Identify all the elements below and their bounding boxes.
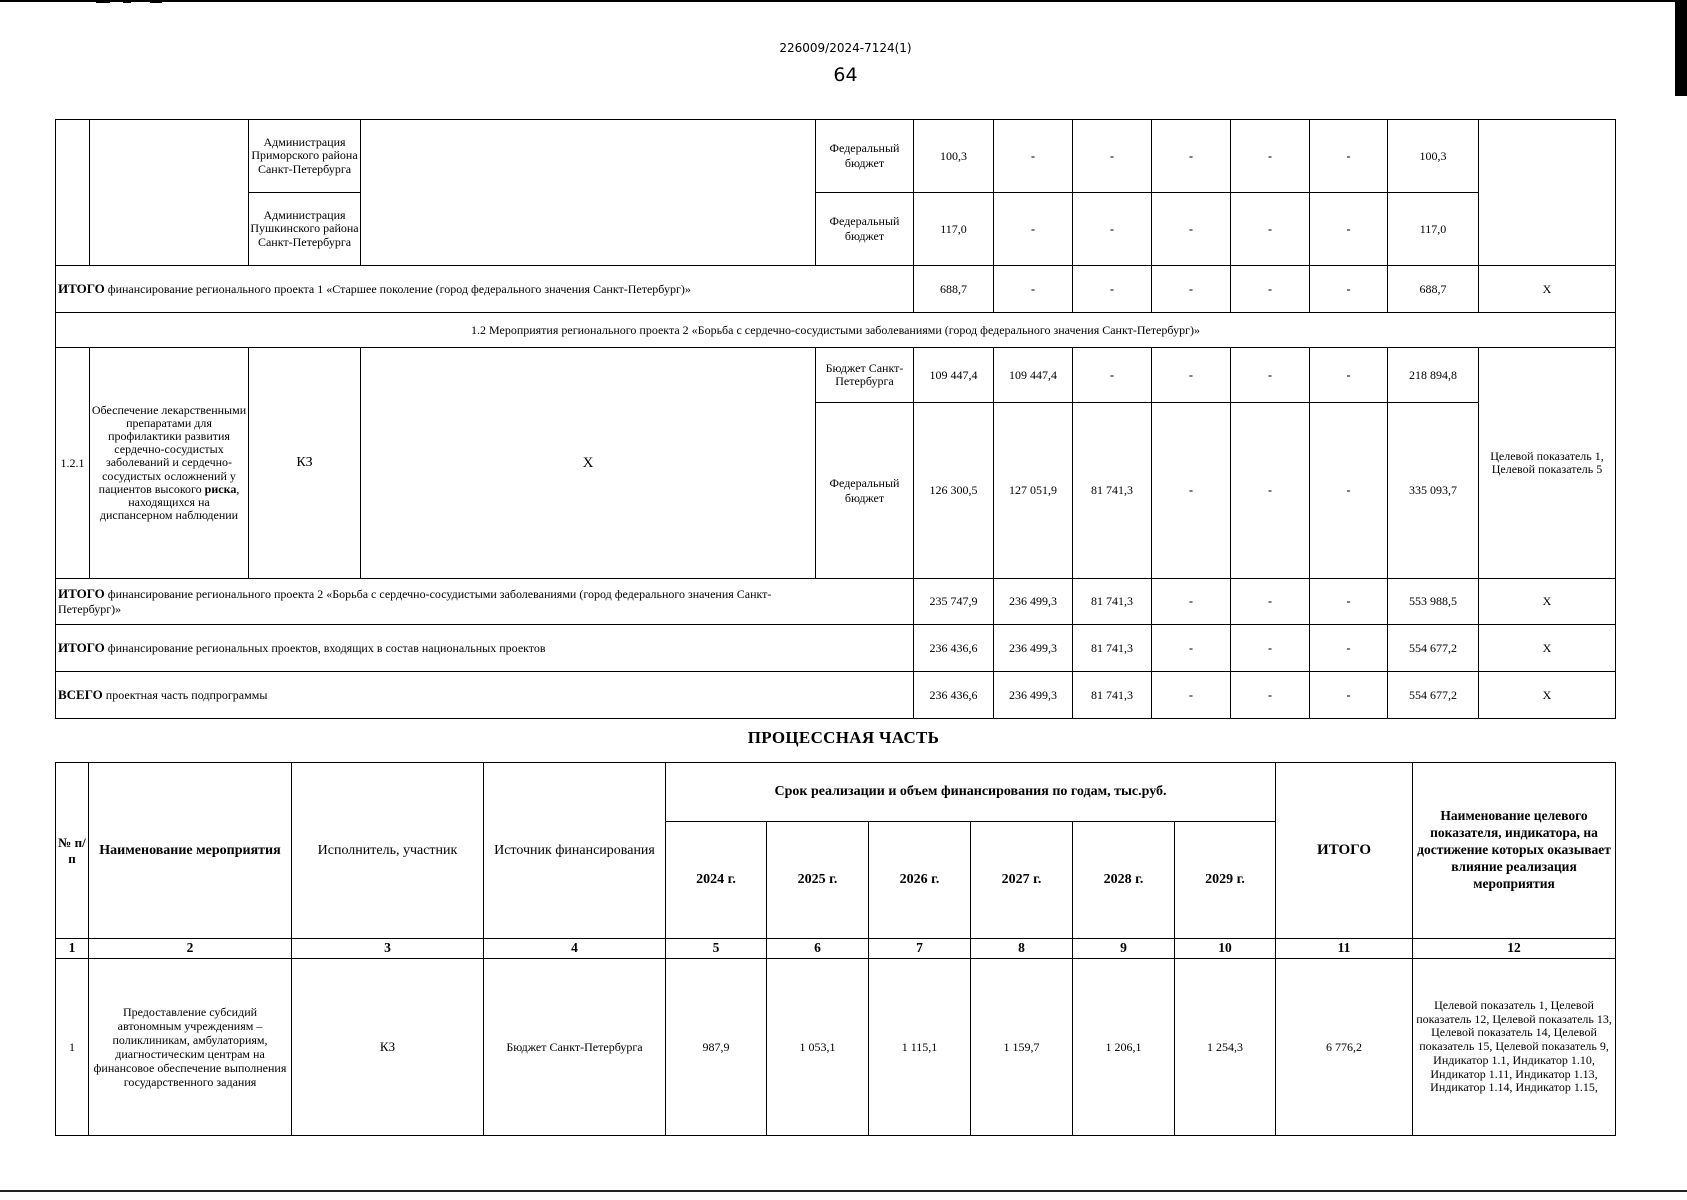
bottom-border-line bbox=[0, 1190, 1687, 1192]
empty-cell bbox=[1479, 120, 1616, 266]
value-total: 688,7 bbox=[1388, 266, 1479, 313]
value-2026: - bbox=[1073, 120, 1152, 193]
executor-admin-pushkinsky: Администрация Пушкинского района Санкт-Петербурга bbox=[250, 207, 359, 249]
process-funding-table bbox=[55, 762, 1616, 1136]
column-number: 10 bbox=[1175, 939, 1276, 959]
value-2028: - bbox=[1231, 403, 1310, 579]
document-number: 226009/2024-7124(1) bbox=[779, 41, 912, 55]
total-row-project-1 bbox=[56, 266, 1616, 313]
value-2025: - bbox=[994, 266, 1073, 313]
value-2026: - bbox=[1073, 193, 1152, 266]
value-2025: 236 499,3 bbox=[994, 579, 1073, 625]
total-label: ИТОГО финансирование региональных проектов, входящих в состав национальных проектов bbox=[56, 625, 914, 672]
column-header-2028: 2028 г. bbox=[1073, 822, 1175, 939]
empty-cell bbox=[90, 120, 249, 266]
column-header-2025: 2025 г. bbox=[767, 822, 869, 939]
source-cell: Федеральный бюджет bbox=[816, 120, 914, 193]
row-number: 1.2.1 bbox=[56, 348, 90, 579]
value-2025: 109 447,4 bbox=[994, 348, 1073, 403]
value-total: 6 776,2 bbox=[1276, 959, 1413, 1136]
column-header-name: Наименование мероприятия bbox=[89, 763, 292, 939]
value-2029: - bbox=[1310, 120, 1388, 193]
value-2024: 109 447,4 bbox=[914, 348, 994, 403]
executor-admin-primorsky: Администрация Приморского района Санкт-Петербурга bbox=[251, 134, 358, 176]
indicator-cell: Целевой показатель 1, Целевой показатель 12, Целевой показатель 13, Целевой показатель 14, Целевой показатель 15, Целевой показатель 9, Индикатор 1.1, Индикатор 1.10, Индикатор 1.11, Индикатор 1.13, Индикатор 1.14, Индикатор 1.15, bbox=[1413, 959, 1616, 1136]
value-2028: - bbox=[1231, 266, 1310, 313]
empty-cell bbox=[56, 120, 90, 266]
top-mark bbox=[96, 0, 110, 3]
value-total: 554 677,2 bbox=[1388, 672, 1479, 719]
column-number-row bbox=[56, 939, 1616, 959]
value-2027: 1 159,7 bbox=[971, 959, 1073, 1136]
indicator-x: X bbox=[1479, 672, 1616, 719]
column-number: 12 bbox=[1413, 939, 1616, 959]
value-2028: - bbox=[1231, 625, 1310, 672]
total-label: ИТОГО финансирование регионального проекта 1 «Старшее поколение (город федерального значения Санкт-Петербург)» bbox=[56, 266, 914, 313]
column-header-2027: 2027 г. bbox=[971, 822, 1073, 939]
column-number: 11 bbox=[1276, 939, 1413, 959]
executor-cell: КЗ bbox=[292, 959, 484, 1136]
indicator-x: X bbox=[1479, 579, 1616, 625]
value-2026: 1 115,1 bbox=[869, 959, 971, 1136]
value-2025: - bbox=[994, 193, 1073, 266]
value-2028: - bbox=[1231, 672, 1310, 719]
value-2024: 236 436,6 bbox=[914, 625, 994, 672]
page-number: 64 bbox=[833, 64, 858, 86]
value-total: 553 988,5 bbox=[1388, 579, 1479, 625]
column-number: 2 bbox=[89, 939, 292, 959]
source-cell: Бюджет Санкт-Петербурга bbox=[484, 959, 666, 1136]
value-2027: - bbox=[1152, 672, 1231, 719]
value-2025: 236 499,3 bbox=[994, 672, 1073, 719]
value-2029: - bbox=[1310, 266, 1388, 313]
total-label: ВСЕГО проектная часть подпрограммы bbox=[56, 672, 914, 719]
value-2029: - bbox=[1310, 625, 1388, 672]
value-2027: - bbox=[1152, 579, 1231, 625]
value-2025: 1 053,1 bbox=[767, 959, 869, 1136]
column-number: 4 bbox=[484, 939, 666, 959]
column-number: 8 bbox=[971, 939, 1073, 959]
value-2027: - bbox=[1152, 625, 1231, 672]
column-number: 7 bbox=[869, 939, 971, 959]
value-2029: - bbox=[1310, 403, 1388, 579]
value-2027: - bbox=[1152, 193, 1231, 266]
column-header-source: Источник финансирования bbox=[484, 763, 666, 939]
value-2024: 236 436,6 bbox=[914, 672, 994, 719]
value-2029: - bbox=[1310, 348, 1388, 403]
value-total: 218 894,8 bbox=[1388, 348, 1479, 403]
top-mark bbox=[123, 0, 131, 3]
value-2028: - bbox=[1231, 193, 1310, 266]
table-row bbox=[56, 348, 1616, 403]
top-border-line bbox=[0, 0, 1687, 2]
process-part-title: ПРОЦЕССНАЯ ЧАСТЬ bbox=[747, 728, 940, 747]
top-mark bbox=[150, 0, 162, 3]
total-row-project-2 bbox=[56, 579, 1616, 625]
value-2029: 1 254,3 bbox=[1175, 959, 1276, 1136]
column-header-period: Срок реализации и объем финансирования по годам, тыс.руб. bbox=[666, 763, 1276, 822]
value-total: 100,3 bbox=[1388, 120, 1479, 193]
column-header-2026: 2026 г. bbox=[869, 822, 971, 939]
value-2028: 1 206,1 bbox=[1073, 959, 1175, 1136]
value-2026: - bbox=[1073, 348, 1152, 403]
value-2026: 81 741,3 bbox=[1073, 579, 1152, 625]
value-2027: - bbox=[1152, 120, 1231, 193]
participant-cell: X bbox=[361, 348, 816, 579]
source-cell: Федеральный бюджет bbox=[816, 193, 914, 266]
value-2027: - bbox=[1152, 403, 1231, 579]
column-header-indicator: Наименование целевого показателя, индикатора, на достижение которых оказывает влияние реализация мероприятия bbox=[1413, 763, 1616, 939]
column-header-executor: Исполнитель, участник bbox=[292, 763, 484, 939]
column-number: 1 bbox=[56, 939, 89, 959]
activity-name: Обеспечение лекарственными препаратами для профилактики развития сердечно-сосудистых заболеваний и сердечно-сосудистых осложнений у пациентов высокого риска, находящихся на диспансерном наблюдении bbox=[90, 348, 249, 579]
value-total: 554 677,2 bbox=[1388, 625, 1479, 672]
value-total: 117,0 bbox=[1388, 193, 1479, 266]
column-header-total: ИТОГО bbox=[1276, 763, 1413, 939]
value-2025: 236 499,3 bbox=[994, 625, 1073, 672]
column-header-2024: 2024 г. bbox=[666, 822, 767, 939]
column-header-2029: 2029 г. bbox=[1175, 822, 1276, 939]
indicator-x: X bbox=[1479, 625, 1616, 672]
table-row bbox=[56, 120, 1616, 193]
value-2029: - bbox=[1310, 193, 1388, 266]
value-2028: - bbox=[1231, 120, 1310, 193]
value-2026: 81 741,3 bbox=[1073, 625, 1152, 672]
value-2024: 688,7 bbox=[914, 266, 994, 313]
total-label: ИТОГО финансирование регионального проекта 2 «Борьба с сердечно-сосудистыми заболеваниями (город федерального значения Санкт-Петербург)» bbox=[56, 579, 914, 625]
value-2025: - bbox=[994, 120, 1073, 193]
executor-cell bbox=[249, 120, 361, 193]
value-2024: 100,3 bbox=[914, 120, 994, 193]
column-number: 9 bbox=[1073, 939, 1175, 959]
section-heading-row bbox=[56, 313, 1616, 348]
value-2027: - bbox=[1152, 266, 1231, 313]
total-row-national-projects bbox=[56, 625, 1616, 672]
value-2024: 987,9 bbox=[666, 959, 767, 1136]
activity-name: Предоставление субсидий автономным учреждениям – поликлиникам, амбулаториям, диагностическим центрам на финансовое обеспечение выполнения государственного задания bbox=[89, 959, 292, 1136]
indicator-cell: Целевой показатель 1, Целевой показатель 5 bbox=[1479, 348, 1616, 579]
header-row bbox=[56, 763, 1616, 822]
indicator-x: X bbox=[1479, 266, 1616, 313]
column-number: 3 bbox=[292, 939, 484, 959]
section-title: 1.2 Мероприятия регионального проекта 2 «Борьба с сердечно-сосудистыми заболеваниями (город федерального значения Санкт-Петербург)» bbox=[56, 313, 1616, 348]
value-2024: 117,0 bbox=[914, 193, 994, 266]
column-number: 5 bbox=[666, 939, 767, 959]
value-2029: - bbox=[1310, 579, 1388, 625]
value-2029: - bbox=[1310, 672, 1388, 719]
value-2028: - bbox=[1231, 579, 1310, 625]
column-header-number: № п/п bbox=[56, 763, 89, 939]
empty-cell bbox=[361, 120, 816, 266]
value-2025: 127 051,9 bbox=[994, 403, 1073, 579]
value-2027: - bbox=[1152, 348, 1231, 403]
column-number: 6 bbox=[767, 939, 869, 959]
executor-cell bbox=[249, 193, 361, 266]
value-2024: 235 747,9 bbox=[914, 579, 994, 625]
value-2028: - bbox=[1231, 348, 1310, 403]
project-funding-table bbox=[55, 119, 1616, 719]
source-cell: Бюджет Санкт-Петербурга bbox=[816, 348, 914, 403]
value-2026: 81 741,3 bbox=[1073, 403, 1152, 579]
source-cell: Федеральный бюджет bbox=[816, 403, 914, 579]
executor-cell: КЗ bbox=[249, 348, 361, 579]
value-2026: 81 741,3 bbox=[1073, 672, 1152, 719]
table-row bbox=[56, 193, 1616, 266]
value-2026: - bbox=[1073, 266, 1152, 313]
table-row bbox=[56, 959, 1616, 1136]
value-2024: 126 300,5 bbox=[914, 403, 994, 579]
grand-total-row bbox=[56, 672, 1616, 719]
row-number: 1 bbox=[56, 959, 89, 1136]
value-total: 335 093,7 bbox=[1388, 403, 1479, 579]
